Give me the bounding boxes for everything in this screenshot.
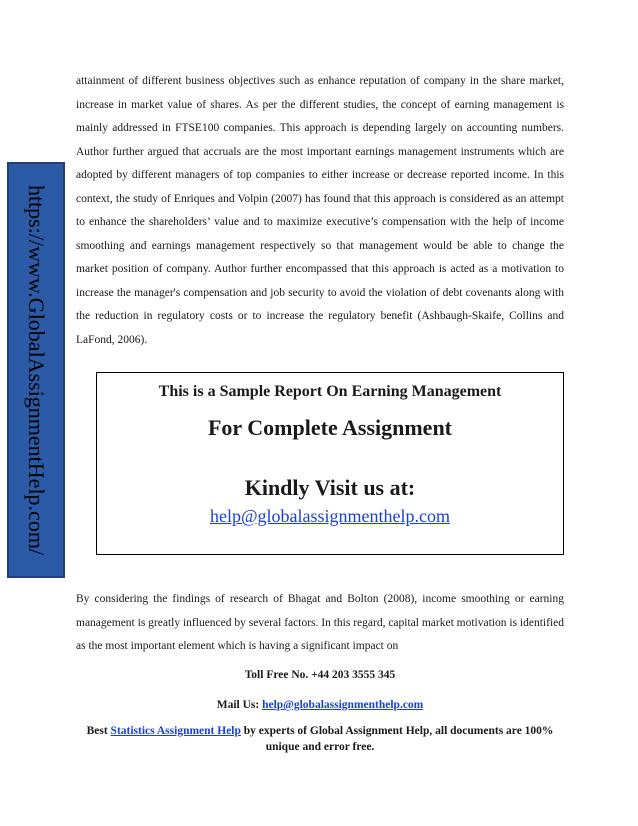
promo-sample-title: This is a Sample Report On Earning Management bbox=[158, 383, 502, 400]
promo-box bbox=[96, 372, 564, 555]
statistics-help-link[interactable]: Statistics Assignment Help bbox=[110, 725, 241, 737]
best-help-line bbox=[76, 723, 564, 755]
mail-email-link[interactable]: help@globalassignmenthelp.com bbox=[262, 699, 424, 711]
promo-visit-us: Kindly Visit us at: bbox=[244, 475, 416, 500]
body-paragraph-2: By considering the findings of research of Bhagat and Bolton (2008), income smoothing or earning management is greatly influenced by several factors. In this regard, capital market motivation is identified as the most important element which is having a significant impact on bbox=[76, 593, 564, 652]
mail-label: Mail Us: bbox=[216, 699, 263, 711]
best-suffix: by experts of Global Assignment Help, all documents are 100% unique and error free. bbox=[240, 725, 554, 753]
promo-email-link[interactable]: help@globalassignmenthelp.com bbox=[209, 506, 451, 526]
promo-complete-assignment: For Complete Assignment bbox=[207, 415, 453, 440]
best-prefix: Best bbox=[86, 725, 111, 737]
side-banner-url[interactable]: https://www.GlobalAssignmentHelp.com/ bbox=[24, 184, 49, 556]
mail-line bbox=[76, 697, 564, 713]
body-paragraph-1: attainment of different business objectives such as enhance reputation of company in the share market, increase in market value of shares. As per the different studies, the concept of earning management is mainly addressed in FTSE100 companies. This approach is depending largely on accounting numbers. Author further argued that accruals are the most important earnings management instruments which are adopted by different managers of top companies to either increase or decrease reported income. In this context, the study of Enriques and Volpin (2007) has found that this approach is considered as an attempt to enhance the shareholders’ value and to maximize executive’s compensation with the help of income smoothing and earnings management respectively so that management would be able to change the market position of company. Author further encompassed that this approach is acted as a motivation to increase the manager's compensation and job security to avoid the violation of debt covenants along with the reduction in regulatory costs or to increase the regulatory benefit (Ashbaugh-Skaife, Collins and LaFond, 2006). bbox=[76, 75, 564, 346]
toll-free-number: Toll Free No. +44 203 3555 345 bbox=[244, 669, 396, 681]
